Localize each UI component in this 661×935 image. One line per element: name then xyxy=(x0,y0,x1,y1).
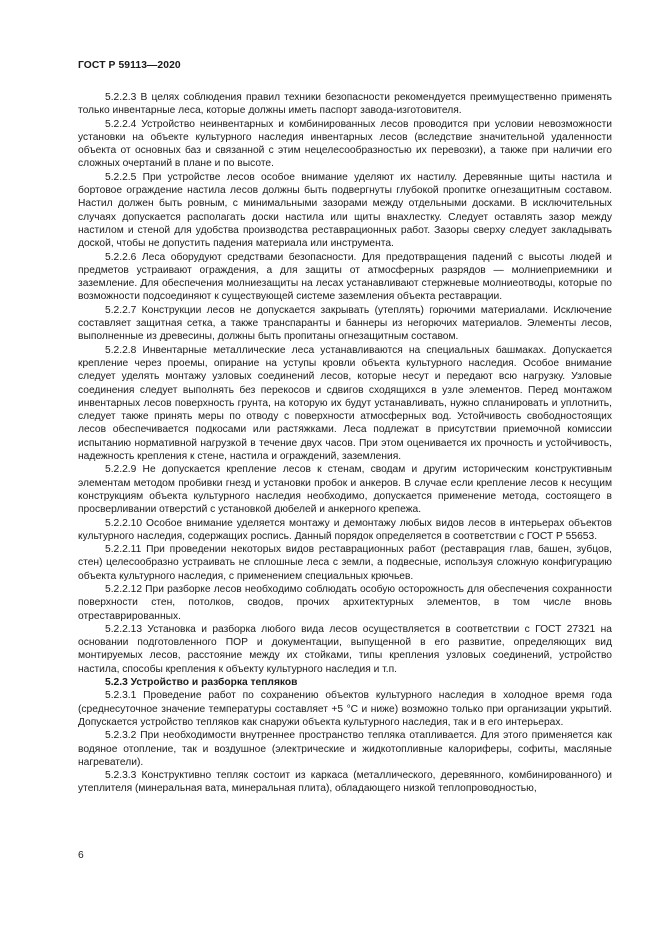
paragraph-5-2-3-2: 5.2.3.2 При необходимости внутреннее пространство тепляка отапливается. Для этого применяется как водяное отопление, так и воздушное (электрические и жидкотопливные калориферы, софиты, масляные нагреватели). xyxy=(78,730,612,768)
paragraph-5-2-3-1: 5.2.3.1 Проведение работ по сохранению объектов культурного наследия в холодное время года (среднесуточное значение температуры составляет +5 °С и ниже) возможно только при организации укрытий. Допускается устройство тепляков как снаружи объекта культурного наследия, так и в его интерьерах. xyxy=(78,690,612,728)
paragraph-5-2-2-10: 5.2.2.10 Особое внимание уделяется монтажу и демонтажу любых видов лесов в интерьерах объектов культурного наследия, содержащих роспись. Данный порядок определяется в соответствии с ГОСТ Р 55653. xyxy=(78,517,612,542)
paragraph-5-2-2-3: 5.2.2.3 В целях соблюдения правил техники безопасности рекомендуется преимущественно применять только инвентарные леса, которые должны иметь паспорт завода-изготовителя. xyxy=(78,92,612,117)
paragraph-5-2-2-7: 5.2.2.7 Конструкции лесов не допускается закрывать (утеплять) горючими материалами. Исключение составляет защитная сетка, а также транспаранты и баннеры из негорючих материалов. Элементы лесов, выполненные из древесины, должны быть пропитаны огнезащитным составом. xyxy=(78,304,612,343)
section-heading-5-2-3: 5.2.3 Устройство и разборка тепляков xyxy=(105,677,298,689)
paragraph-5-2-2-9: 5.2.2.9 Не допускается крепление лесов к стенам, сводам и другим историческим конструктивным элементам методом пробивки гнезд и установки пробок и анкеров. В случае если крепление лесов к несущим конструкциям объекта культурного наследия необходимо, допускается применение метода, состоящего в просверливании отверстий с установкой дюбелей и анкерного крепежа. xyxy=(78,464,612,516)
document-body xyxy=(78,91,612,796)
paragraph-5-2-2-11: 5.2.2.11 При проведении некоторых видов реставрационных работ (реставрация глав, башен, зубцов, стен) целесообразно устраивать не сплошные леса с земли, а подвесные, используя сложную конфигурацию объекта культурного наследия, с применением специальных крючьев. xyxy=(78,544,612,582)
paragraph-5-2-2-5: 5.2.2.5 При устройстве лесов особое внимание уделяют их настилу. Деревянные щиты настила и бортовое ограждение настила лесов должны быть подвергнуты глубокой пропитке огнезащитным составом. Настил должен быть ровным, с минимальными зазорами между отдельными досками. В исключительных случаях допускается располагать доски настила или щиты внахлестку. Следует оставлять зазор между настилом и стеной для удобства производства реставрационных работ. Зазоры сверху следует закладывать доской, чтобы не допустить падения материала или инструмента. xyxy=(78,171,612,250)
paragraph-5-2-2-13: 5.2.2.13 Установка и разборка любого вида лесов осуществляется в соответствии с ГОСТ 27321 на основании подготовленного ПОР и документации, выпущенной в его развитие, определяющих вид монтируемых лесов, расстояние между их стойками, типы крепления узловых соединений, устройство настила, способы крепления к объекту культурного наследия и т.п. xyxy=(78,623,612,675)
document-header: ГОСТ Р 59113—2020 xyxy=(78,60,181,71)
paragraph-5-2-2-4: 5.2.2.4 Устройство неинвентарных и комбинированных лесов проводится при условии невозможности установки на объекте культурного наследия инвентарных лесов (вследствие значительной удаленности объекта от основных баз и связанной с этим нецелесообразностью их перевозки), а также при наличии его сложных очертаний в плане и по высоте. xyxy=(78,118,612,170)
paragraph-5-2-2-8: 5.2.2.8 Инвентарные металлические леса устанавливаются на специальных башмаках. Допускается крепление через проемы, опирание на уступы кровли объекта культурного наследия. Особое внимание следует уделять монтажу узловых соединений лесов, которые несут и передают всю нагрузку. Узловые соединения следует выполнять без перекосов и сдвигов сходящихся в узле элементов. Перед монтажом инвентарных лесов поверхность грунта, на которую их будут устанавливать, нужно спланировать и уплотнить, следует также принять меры по отводу с поверхности атмосферных вод. Устойчивость свободностоящих лесов обеспечивается подкосами или растяжками. Леса подлежат в присутствии приемочной комиссии испытанию нормативной нагрузкой в течение двух часов. При этом оценивается их прочность и устойчивость, надежность крепления к стене, настила и ограждений, заземления. xyxy=(78,344,612,463)
paragraph-5-2-2-6: 5.2.2.6 Леса оборудуют средствами безопасности. Для предотвращения падений с высоты людей и предметов устраивают ограждения, а для защиты от атмосферных разрядов — молниеприемники и заземление. Для обеспечения молниезащиты на лесах устанавливают стержневые молниеотводы, которые по возможности подсоединяют к существующей системе заземления объекта реставрации. xyxy=(78,251,612,303)
paragraph-5-2-3-3: 5.2.3.3 Конструктивно тепляк состоит из каркаса (металлического, деревянного, комбинированного) и утеплителя (минеральная вата, минеральная плита), обладающего низкой теплопроводностью, xyxy=(78,770,612,795)
paragraph-5-2-2-12: 5.2.2.12 При разборке лесов необходимо соблюдать особую осторожность для обеспечения сохранности поверхности стен, потолков, сводов, прочих архитектурных элементов, в том числе вновь отреставрированных. xyxy=(78,583,612,622)
page-number: 6 xyxy=(78,850,84,861)
